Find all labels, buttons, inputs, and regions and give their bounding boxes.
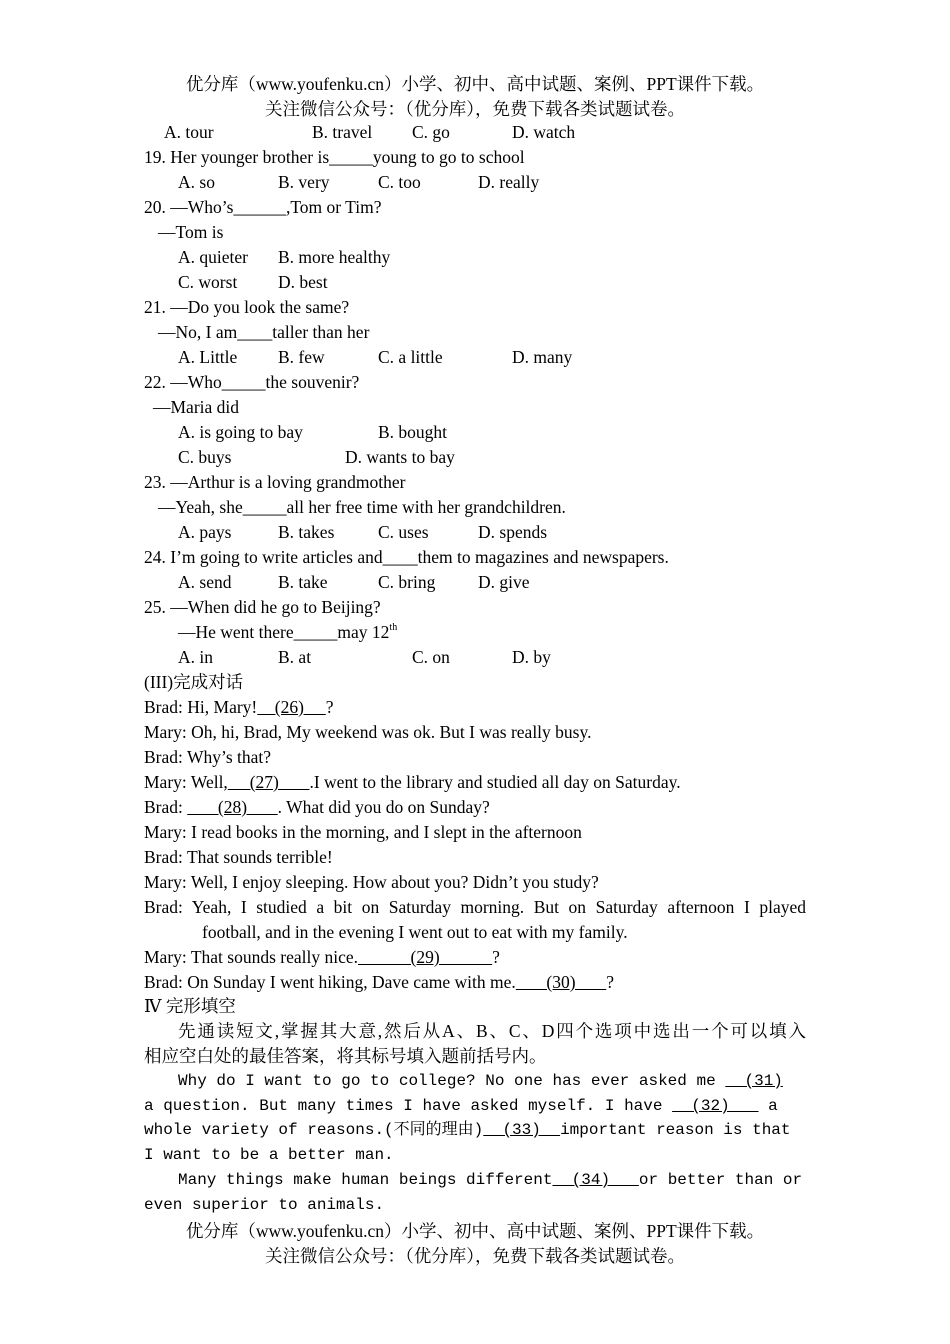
dialog-line: Brad: (28) . What did you do on Sunday? [144,797,490,817]
blank-28: (28) [187,797,278,817]
section-3-title: (III)完成对话 [144,672,244,692]
passage-line: I want to be a better man. [144,1146,394,1164]
q19-option-d: D. really [478,172,540,192]
q24-stem: 24. I’m going to write articles and____them to magazines and newspapers. [144,547,669,567]
dialog-line: Brad: That sounds terrible! [144,847,333,867]
dialog-line: Mary: Well, (27) .I went to the library and studied all day on Saturday. [144,772,681,792]
q24-option-d: D. give [478,572,530,592]
q23-option-d: D. spends [478,522,548,542]
q22-option-a: A. is going to bay [178,422,303,442]
dialog-line: Mary: Oh, hi, Brad, My weekend was ok. But I was really busy. [144,722,592,742]
blank-31: (31) [725,1072,783,1090]
footer-line-1: 优分库（www.youfenku.cn）小学、初中、高中试题、案例、PPT课件下载。 [185,1221,765,1241]
q20-option-c: C. worst [178,272,238,292]
dialog-line: Brad: Yeah, I studied a bit on Saturday morning. But on Saturday afternoon I played [144,897,806,917]
q18-option-b: B. travel [312,122,373,142]
blank-33: (33) [483,1121,561,1139]
q19-option-a: A. so [178,172,215,192]
blank-29: (29) [358,947,493,967]
q21-reply: —No, I am____taller than her [158,322,370,342]
q21-option-c: C. a little [378,347,443,367]
passage-line: even superior to animals. [144,1196,385,1214]
dialog-line: Brad: Why’s that? [144,747,272,767]
dialog-line: Mary: That sounds really nice. (29) ? [144,947,500,967]
q25-option-c: C. on [412,647,450,667]
q23-option-c: C. uses [378,522,429,542]
q24-option-a: A. send [178,572,232,592]
q23-option-a: A. pays [178,522,232,542]
passage-line: a question. But many times I have asked myself. I have (32) a [144,1097,778,1115]
q20-reply: —Tom is [158,222,224,242]
passage-line: whole variety of reasons.(不同的理由) (33) important reason is that [144,1121,791,1139]
passage-line: Many things make human beings different (34) or better than or [178,1171,803,1189]
dialog-line: Brad: Hi, Mary! (26) ? [144,697,334,717]
blank-32: (32) [672,1097,759,1115]
q25-stem: 25. —When did he go to Beijing? [144,597,381,617]
q22-option-d: D. wants to bay [345,447,455,467]
q25-option-d: D. by [512,647,551,667]
q25-reply: —He went there_____may 12th [178,622,398,642]
dialog-line: Mary: Well, I enjoy sleeping. How about you? Didn’t you study? [144,872,599,892]
q21-option-b: B. few [278,347,325,367]
q20-option-d: D. best [278,272,328,292]
q21-option-d: D. many [512,347,573,367]
q18-option-c: C. go [412,122,450,142]
q21-option-a: A. Little [178,347,238,367]
section-4-title: Ⅳ 完形填空 [144,996,236,1016]
q22-reply: —Maria did [153,397,240,417]
q23-reply: —Yeah, she_____all her free time with her grandchildren. [158,497,566,517]
passage-line: Why do I want to go to college? No one has ever asked me (31) [178,1072,783,1090]
q23-stem: 23. —Arthur is a loving grandmother [144,472,406,492]
instruction-line: 先通读短文,掌握其大意,然后从A、B、C、D四个选项中选出一个可以填入 [178,1021,806,1041]
q25-option-b: B. at [278,647,312,667]
footer-line-2: 关注微信公众号：（优分库），免费下载各类试题试卷。 [265,1246,685,1266]
blank-27: (27) [227,772,310,792]
header-line-1: 优分库（www.youfenku.cn）小学、初中、高中试题、案例、PPT课件下载。 [185,74,765,94]
blank-30: (30) [515,972,607,992]
instruction-line: 相应空白处的最佳答案，将其标号填入题前括号内。 [144,1046,547,1066]
q23-option-b: B. takes [278,522,335,542]
q24-option-c: C. bring [378,572,436,592]
q19-option-c: C. too [378,172,421,192]
q22-option-c: C. buys [178,447,232,467]
q19-option-b: B. very [278,172,330,192]
dialog-line: Brad: On Sunday I went hiking, Dave came with me. (30) ? [144,972,614,992]
q24-option-b: B. take [278,572,328,592]
q18-option-a: A. tour [164,122,214,142]
dialog-line: football, and in the evening I went out to eat with my family. [202,922,628,942]
q20-option-a: A. quieter [178,247,248,267]
q20-stem: 20. —Who’s______,Tom or Tim? [144,197,382,217]
q20-option-b: B. more healthy [278,247,391,267]
q25-option-a: A. in [178,647,213,667]
q21-stem: 21. —Do you look the same? [144,297,350,317]
dialog-line: Mary: I read books in the morning, and I slept in the afternoon [144,822,582,842]
blank-34: (34) [552,1171,639,1189]
blank-26: (26) [257,697,326,717]
q22-option-b: B. bought [378,422,448,442]
q22-stem: 22. —Who_____the souvenir? [144,372,360,392]
q19-stem: 19. Her younger brother is_____young to go to school [144,147,525,167]
header-line-2: 关注微信公众号：（优分库），免费下载各类试题试卷。 [265,99,685,119]
q18-option-d: D. watch [512,122,576,142]
